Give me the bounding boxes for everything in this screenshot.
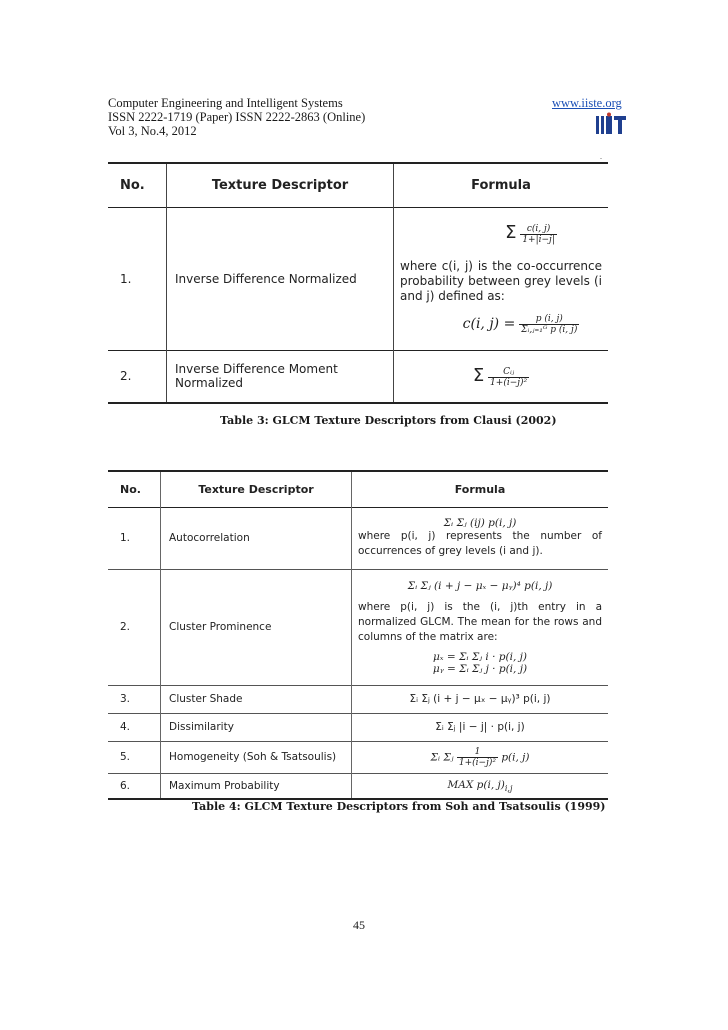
column-header-descriptor: Texture Descriptor [161,471,352,507]
issn-line: ISSN 2222-1719 (Paper) ISSN 2222-2863 (Online) [108,110,366,124]
page-number: 45 [353,918,365,932]
table-3-header-row [108,163,608,207]
table-row [108,741,608,773]
table-row [108,569,608,685]
descriptor-name: Cluster Prominence [161,569,352,685]
row-number: 2. [120,621,131,633]
descriptor-name: Inverse Difference Normalized [167,207,394,350]
formula: Σ $\frac{c(i, j)}{1+|i-j|}$ [505,222,555,245]
column-header-descriptor: Texture Descriptor [167,163,394,207]
website-link[interactable]: www.iiste.org [552,96,622,110]
formula: Σᵢ Σⱼ (i + j − μₓ − μᵧ)³ p(i, j) [352,685,609,713]
mean-y-formula: μᵧ = Σᵢ Σⱼ j · p(i, j) [432,662,528,675]
table-4-caption: Table 4: GLCM Texture Descriptors from Soh and Tsatsoulis (1999) [192,800,606,813]
journal-header [108,96,365,138]
formula-note: where p(i, j) represents the number of occurrences of grey levels (i and j). [358,530,602,557]
row-number: 4. [120,721,131,733]
table-row [108,685,608,713]
journal-title: Computer Engineering and Intelligent Systems [108,96,343,110]
row-number: 5. [120,751,131,763]
row-number: 6. [120,779,131,792]
column-header-formula: Formula [352,471,609,507]
iiste-logo-icon [595,112,627,138]
row-number: 3. [120,693,131,705]
formula-cell [394,207,609,350]
descriptor-name: Maximum Probability [161,773,352,799]
cooccurrence-definition: c(i, j) = $\frac{p (i, j)}{\text{Σᵢ,ⱼ₌₁ᴳ p (i, j)}}$ [462,314,578,335]
row-number: 2. [120,369,132,384]
table-3-caption: Table 3: GLCM Texture Descriptors from Clausi (2002) [220,414,557,427]
descriptor-name: Autocorrelation [161,507,352,569]
column-header-no: No. [120,177,145,193]
formula-note: where c(i, j) is the co-occurrence probability between grey levels (i and j) defined as: [400,259,602,303]
row-number: 1. [120,532,131,544]
table-row [108,207,608,350]
mean-x-formula: μₓ = Σᵢ Σⱼ i · p(i, j) [432,650,527,663]
table-row [108,350,608,403]
formula-cell: MAX p(i, $j)_{i,j}$ [352,773,609,799]
formula-cell: Σᵢ Σⱼ $\frac{1}{\text{1+(i−j)²}}$ p(i, j) [352,741,609,773]
volume-line: Vol 3, No.4, 2012 [108,124,197,138]
table-row [108,507,608,569]
column-header-formula: Formula [394,163,609,207]
formula: Σᵢ Σⱼ (ij) p(i, j) [443,517,517,529]
table-4 [108,470,608,800]
formula: Σᵢ Σⱼ |i − j| · p(i, j) [352,713,609,741]
formula-cell [352,507,609,569]
formula: Σᵢ Σⱼ (i + j − μₓ − μᵧ)⁴ p(i, j) [407,579,553,592]
formula-cell: Σ $\frac{\text{Cᵢⱼ}}{\text{1+(i−j)²}}$ [394,350,609,403]
formula-note: where p(i, j) is the (i, j)th entry in a normalized GLCM. The mean for the rows and columns of the matrix are: [358,600,602,643]
table-row [108,773,608,799]
descriptor-name: Homogeneity (Soh & Tsatsoulis) [161,741,352,773]
table-row [108,713,608,741]
formula-cell [352,569,609,685]
table-3 [108,162,608,404]
row-number: 1. [120,271,132,286]
descriptor-name: Cluster Shade [161,685,352,713]
descriptor-name: Inverse Difference Moment Normalized [167,350,394,403]
column-header-no: No. [120,482,141,496]
table-4-header-row [108,471,608,507]
descriptor-name: Dissimilarity [161,713,352,741]
